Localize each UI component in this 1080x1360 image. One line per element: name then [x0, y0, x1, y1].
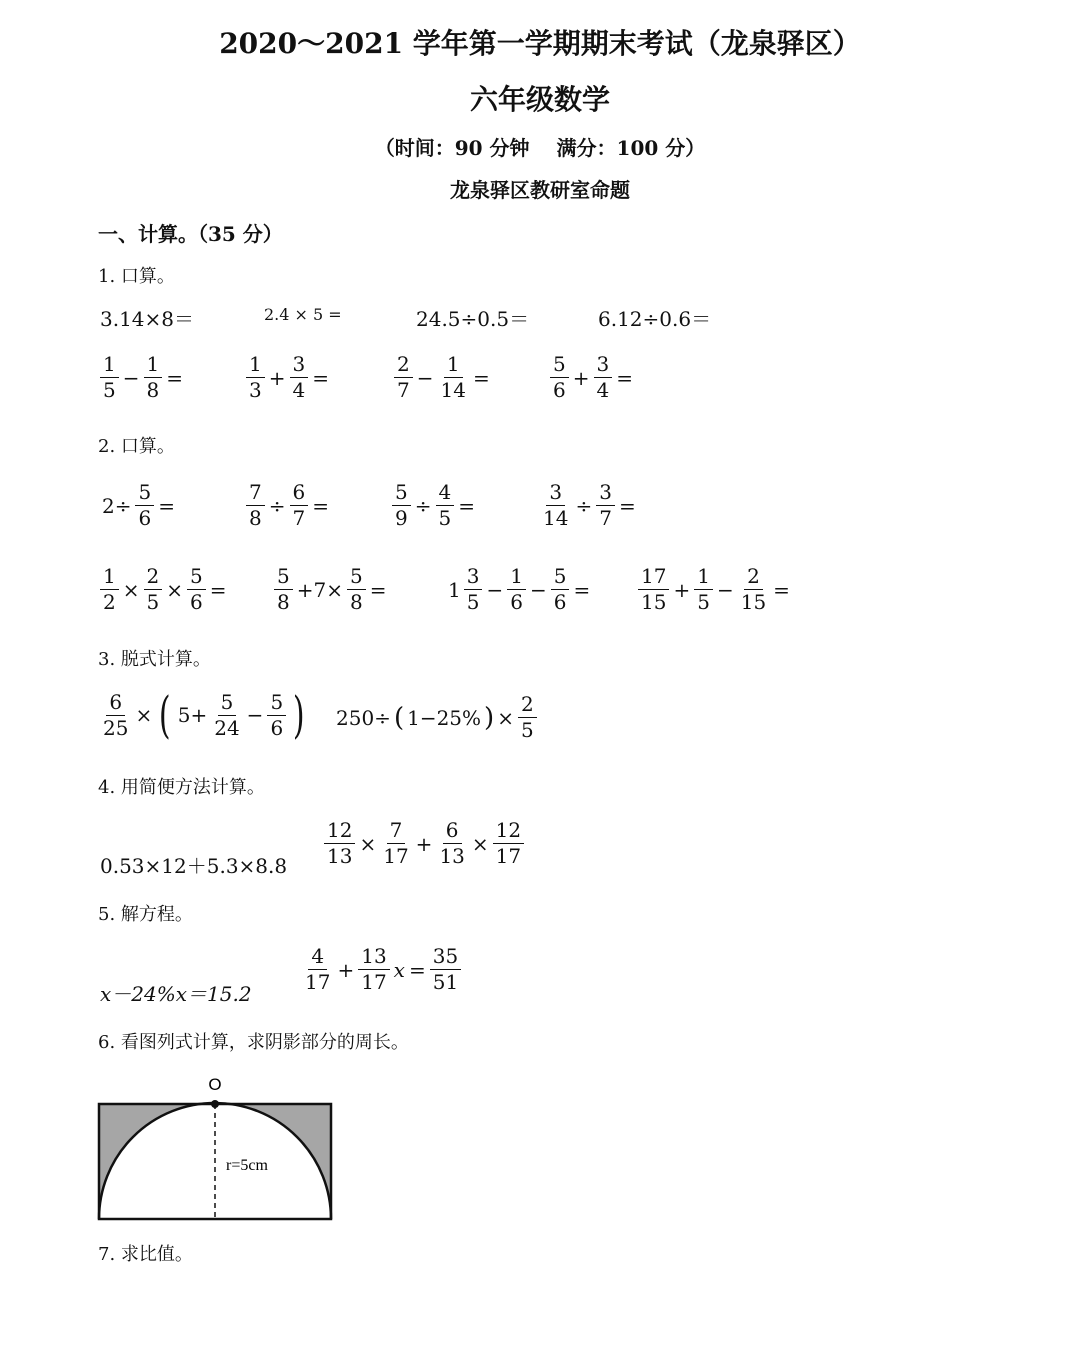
q1-row2-expr-2: $\frac{1}{3}$ + $\frac{3}{4}$ =	[244, 354, 331, 401]
denominator: 4	[292, 378, 306, 402]
denominator: 5	[438, 506, 452, 530]
question-4-label: 4. 用简便方法计算。	[98, 777, 265, 798]
denominator: 8	[249, 506, 262, 530]
q1-row1-expr-1: 3.14×8＝	[100, 307, 195, 331]
lead-term: 250÷	[336, 705, 391, 730]
numerator: 6	[106, 692, 125, 716]
numerator: 1	[100, 566, 119, 590]
numerator: 3	[546, 482, 565, 506]
q2-row1-expr-2: $\frac{7}{8}$ ÷ $\frac{6}{7}$ =	[244, 482, 331, 529]
numerator: 3	[594, 354, 613, 378]
operator: ÷	[414, 493, 432, 518]
q1-row1-expr-4: 6.12÷0.6＝	[598, 307, 712, 331]
question-5-label: 5. 解方程。	[98, 904, 193, 925]
denominator: 8	[146, 378, 160, 402]
q4-expr-2: $\frac{12}{13}$ × $\frac{7}{17}$ + $\frac{6}{13}$ × $\frac{12}{17}$	[322, 820, 526, 867]
numerator: 17	[638, 566, 669, 590]
operator: −	[416, 365, 434, 390]
numerator: 5	[392, 482, 411, 506]
numerator: 4	[308, 946, 327, 970]
q2-row2-expr-3: 1 $\frac{3}{5}$ − $\frac{1}{6}$ − $\frac{5}{6}$ =	[448, 564, 591, 614]
q2-row2-expr-4: $\frac{17}{15}$ + $\frac{1}{5}$ − $\frac{2}{15}$ =	[636, 566, 792, 613]
semicircle-figure	[90, 1068, 340, 1228]
denominator: 14	[543, 506, 569, 530]
denominator: 2	[103, 590, 116, 614]
numerator: 1	[507, 566, 526, 590]
denominator: 14	[440, 378, 466, 402]
numerator: 12	[493, 820, 524, 844]
center-point	[211, 1100, 219, 1108]
numerator: 5	[218, 692, 237, 716]
numerator: 5	[274, 566, 293, 590]
q4-expr-1: 0.53×12＋5.3×8.8	[100, 854, 288, 878]
middle-term: +7×	[296, 577, 343, 602]
denominator: 5	[466, 590, 480, 614]
radius-label: r=5cm	[226, 1157, 268, 1174]
numerator: 6	[443, 820, 462, 844]
denominator: 17	[305, 970, 331, 994]
numerator: 12	[324, 820, 355, 844]
numerator: 1	[100, 354, 119, 378]
q2-row1-expr-4: $\frac{3}{14}$ ÷ $\frac{3}{7}$ =	[538, 482, 638, 529]
numerator: 5	[267, 692, 286, 716]
denominator: 17	[361, 970, 387, 994]
denominator: 6	[190, 590, 203, 614]
exam-subject: 六年级数学	[469, 83, 610, 116]
denominator: 5	[520, 718, 534, 742]
numerator: 1	[246, 354, 265, 378]
numerator: 3	[290, 354, 309, 378]
question-2-label: 2. 口算。	[98, 436, 175, 457]
numerator: 2	[518, 694, 537, 718]
numerator: 5	[551, 566, 570, 590]
q2-row1-expr-3: $\frac{5}{9}$ ÷ $\frac{4}{5}$ =	[390, 482, 477, 529]
numerator: 3	[464, 566, 483, 590]
numerator: 4	[436, 482, 455, 506]
q3-expr-2: 250÷ ( 1−25% ) × $\frac{2}{5}$	[334, 694, 539, 741]
numerator: 1	[444, 354, 463, 378]
lead-term: 2÷	[102, 493, 132, 518]
denominator: 7	[397, 378, 410, 402]
denominator: 51	[432, 970, 459, 994]
denominator: 15	[740, 590, 767, 614]
numerator: 6	[290, 482, 309, 506]
numerator: 2	[144, 566, 163, 590]
denominator: 6	[138, 506, 152, 530]
denominator: 13	[327, 844, 353, 868]
numerator: 1	[694, 566, 713, 590]
numerator: 5	[347, 566, 366, 590]
exam-author: 龙泉驿区教研室命题	[450, 178, 630, 202]
denominator: 4	[596, 378, 610, 402]
variable: x	[393, 957, 405, 982]
inner-term: 1−25%	[407, 705, 482, 730]
denominator: 13	[439, 844, 465, 868]
operator: +	[572, 365, 590, 390]
denominator: 5	[103, 378, 116, 402]
operator: −	[122, 365, 140, 390]
denominator: 9	[395, 506, 408, 530]
denominator: 8	[349, 590, 363, 614]
question-3-label: 3. 脱式计算。	[98, 649, 211, 670]
exam-title: 2020～2021 学年第一学期期末考试（龙泉驿区）	[219, 27, 861, 60]
question-6-label: 6. 看图列式计算，求阴影部分的周长。	[98, 1032, 409, 1053]
denominator: 5	[697, 590, 710, 614]
q1-row2-expr-3: $\frac{2}{7}$ − $\frac{1}{14}$ =	[392, 354, 492, 401]
denominator: 24	[214, 715, 240, 740]
numerator: 3	[596, 482, 615, 506]
denominator: 5	[146, 590, 160, 614]
operator: ÷	[268, 493, 286, 518]
numerator: 5	[550, 354, 569, 378]
denominator: 6	[553, 378, 566, 402]
q2-row2-expr-1: $\frac{1}{2}$ × $\frac{2}{5}$ × $\frac{5}{6}$ =	[98, 566, 229, 613]
tail-operator: ×	[497, 705, 514, 730]
q1-row1-expr-3: 24.5÷0.5＝	[416, 307, 530, 331]
whole-number: 1	[448, 577, 461, 602]
inner-term: 5+	[177, 703, 208, 727]
q2-row2-expr-2: $\frac{5}{8}$ +7× $\frac{5}{8}$ =	[272, 566, 388, 613]
denominator: 25	[103, 715, 129, 740]
denominator: 6	[270, 715, 284, 740]
q3-expr-1: $\frac{6}{25}$ × ( 5+ $\frac{5}{24}$ − $\frac{5}{6}$ )	[98, 690, 310, 740]
denominator: 15	[641, 590, 667, 614]
q1-row2-expr-1: $\frac{1}{5}$ − $\frac{1}{8}$ =	[98, 354, 185, 401]
numerator: 35	[430, 946, 461, 970]
q5-expr-2: $\frac{4}{17}$ + $\frac{13}{17}$ x = $\frac{35}{51}$	[300, 946, 463, 993]
numerator: 2	[394, 354, 413, 378]
numerator: 1	[144, 354, 163, 378]
denominator: 3	[249, 378, 262, 402]
exam-meta: （时间：90 分钟 满分：100 分）	[374, 136, 706, 160]
denominator: 8	[277, 590, 290, 614]
denominator: 6	[510, 590, 523, 614]
denominator: 17	[495, 844, 522, 868]
denominator: 7	[599, 506, 612, 530]
denominator: 6	[553, 590, 567, 614]
operator: ÷	[575, 493, 593, 518]
q2-row1-expr-1: 2÷ $\frac{5}{6}$ =	[102, 480, 175, 530]
question-1-label: 1. 口算。	[98, 266, 175, 287]
numerator: 13	[358, 946, 389, 970]
section-heading: 一、计算。（35 分）	[98, 222, 283, 246]
denominator: 17	[383, 844, 409, 868]
question-7-label: 7. 求比值。	[98, 1244, 193, 1265]
numerator: 2	[744, 566, 763, 590]
numerator: 7	[246, 482, 265, 506]
numerator: 5	[135, 482, 154, 506]
numerator: 7	[387, 820, 406, 844]
center-label: O	[208, 1075, 222, 1094]
q1-row2-expr-4: $\frac{5}{6}$ + $\frac{3}{4}$ =	[548, 354, 635, 401]
numerator: 5	[187, 566, 206, 590]
operator: +	[268, 365, 286, 390]
q1-row1-expr-2: 2.4 × 5 =	[264, 305, 342, 324]
denominator: 7	[292, 506, 306, 530]
q5-expr-1: x－24%x＝15.2	[100, 982, 252, 1006]
